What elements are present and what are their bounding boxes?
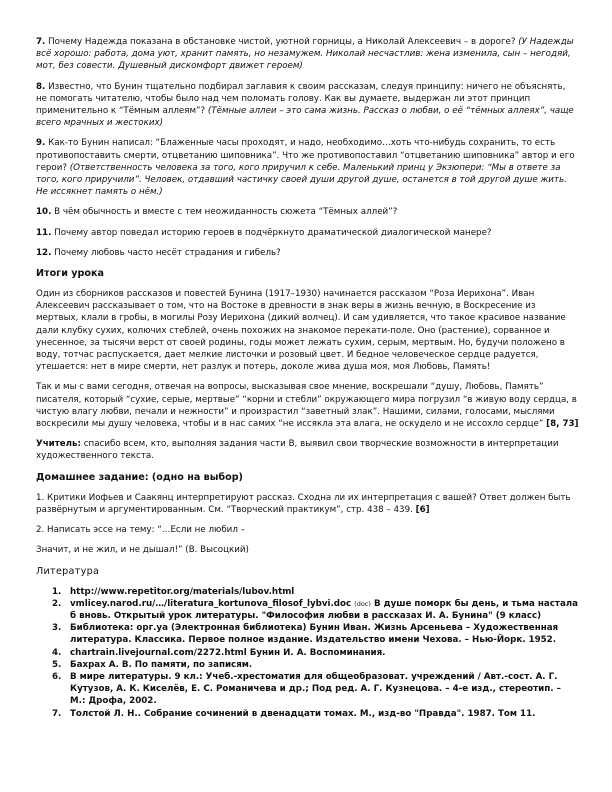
literature-link[interactable]: vmlicey.narod.ru/…/literatura_kortunova_filosof_lybvi.doc xyxy=(70,598,352,609)
literature-item: 5. Бахрах А. В. По памяти, по записям. xyxy=(52,659,253,670)
literature-item: 7. Толстой Л. Н.. Собрание сочинений в двенадцати томах. М., изд-во "Правда". 1987. Том 11. xyxy=(52,708,536,719)
literature-item: 3. Библиотека: орг.уа (Электронная библиотека) Бунин Иван. Жизнь Арсеньева – Художественная литература. Классика. Первое полное издание. Издательство имени Чехова. – Нью-Йорк. 1952. xyxy=(52,623,559,646)
question-12: 12. Почему любовь часто несёт страдания и гибель? xyxy=(36,247,281,258)
homework-item-2: 2. Написать эссе на тему: “…Если не любил – xyxy=(36,525,245,536)
question-11: 11. Почему автор поведал историю героев в подчёркнуто драматической диалогической манере? xyxy=(36,227,492,238)
citation-ref: [8, 73] xyxy=(546,419,579,430)
literature-item[interactable]: 2. vmlicey.narod.ru/…/literatura_kortunova_filosof_lybvi.doc (doc) В душе поморк бы день, и тьма настала б вновь. Открытый урок литературы. "Философия любви в рассказах И. А. Бунина" (9 класс) xyxy=(52,598,579,621)
homework-item-1: 1. Критики Иофьев и Саакянц интерпретируют рассказ. Сходна ли их интерпретация с вашей? Ответ должен быть развёрнутым и аргументированным. См. “Творческий практикум”, стр. 438 – 439. [6] xyxy=(36,492,571,515)
summary-paragraph-2: Так и мы с вами сегодня, отвечая на вопросы, высказывая свое мнение, воскрешали “душу, Любовь, Память” писателя, который “сухие, серые, мертвые” “корни и стебли” окружающего мира погрузил “в живую воду сердца, в чистую влагу любви, печали и нежности” и произрастил “заветный злак”. Нашими, силами, голосами, мыслями воскресили мы душу человека, чтобы и в нас самих “не иссякла эта влага, не оскудело и не иссохло сердце” [8, 73] xyxy=(36,382,579,430)
literature-link[interactable]: chartrain.livejournal.com/2272.html Бунин И. А. Воспоминания. xyxy=(70,647,386,658)
question-10: 10. В чём обычность и вместе с тем неожиданность сюжета “Тёмных аллей”? xyxy=(36,207,398,218)
literature-heading: Литература xyxy=(36,565,100,577)
question-8: 8. Известно, что Бунин тщательно подбирал заглавия к своим рассказам, следуя принципу: ничего не объяснять, не помогать читателю, чтобы было над чем поломать голову. Как вы думаете, выдержан ли этот принцип применительно к “Тёмным аллеям”? (Тёмные аллеи – это сама жизнь. Рассказ о любви, о её “тёмных аллеях”, чаще всего мрачных и жестоких) xyxy=(36,81,574,129)
citation-ref: [6] xyxy=(415,504,430,515)
summary-paragraph-1: Один из сборников рассказов и повестей Бунина (1917–1930) начинается рассказом “Роза Иерихона”. Иван Алексеевич рассказывает о том, что на Востоке в древности в знак веры в жизнь вечную, в Воскресение из мертвых, клали в гробы, в могилы Розу Иерихона (дикий волчец). И сам удивляется, что такое красивое название дали клубку сухих, колючих стеблей, очень похожих на знакомое перекати-поле. Оно (растение), сорванное и унесенное, за тысячи верст от своей родины, годы может лежать сухим, серым, мертвым. Но, будучи положено в воду, тотчас распускается, дает мелкие листочки и розовый цвет. И бедное человеческое сердце радуется, утешается: нет в мире смерти, нет разлук и потерь, доколе жива душа моя, моя Любовь, Память! xyxy=(36,289,566,373)
literature-item[interactable]: 4. chartrain.livejournal.com/2272.html Бунин И. А. Воспоминания. xyxy=(52,647,386,658)
question-7: 7. Почему Надежда показана в обстановке чистой, уютной горницы, а Николай Алексеевич – в дороге? (У Надежды всё хорошо: работа, дома уют, хранит память, но незамужем. Николай несчастлив: жена изменила, сын – негодяй, мот, без совести. Душевный дискомфорт движет героем) xyxy=(36,37,574,72)
teacher-note: Учитель: спасибо всем, кто, выполняя задания части В, выявил свои творческие возможности в интерпретации художественного текста. xyxy=(36,439,559,462)
homework-item-2-continued: Значит, и не жил, и не дышал!” (В. Высоцкий) xyxy=(36,545,249,556)
literature-link[interactable]: http://www.repetitor.org/materials/lubov.html xyxy=(70,586,295,597)
questions-list xyxy=(36,36,579,259)
homework-heading: Домашнее задание: (одно на выбор) xyxy=(36,471,243,483)
literature-list xyxy=(36,586,579,720)
document-page xyxy=(36,36,579,720)
summary-heading: Итоги урока xyxy=(36,268,104,280)
question-9: 9. Как-то Бунин написал: “Блаженные часы проходят, и надо, необходимо…хоть что-нибудь сохранить, то есть противопоставить смерти, отцветанию шиповника”. Что же противопоставил “отцветанию шиповника” автор и его герои? (Ответственность человека за того, кого приручил к себе. Маленький принц у Экзюпери: “Мы в ответе за того, кого приручили”. Человек, отдавший частичку своей души другой душе, останется в той другой душе жить. Не иссякнет память о нём.) xyxy=(36,138,575,198)
literature-item[interactable]: 1. http://www.repetitor.org/materials/lubov.html xyxy=(52,586,295,597)
literature-item: 6. В мире литературы. 9 кл.: Учеб.-хрестоматия для общеобразоват. учреждений / Авт.-сост. А. Г. Кутузов, А. К. Киселёв, Е. С. Романичева и др.; Под ред. А. Г. Кузнецова. – 4-е изд., стереотип. – М.: Дрофа, 2002. xyxy=(52,671,561,707)
